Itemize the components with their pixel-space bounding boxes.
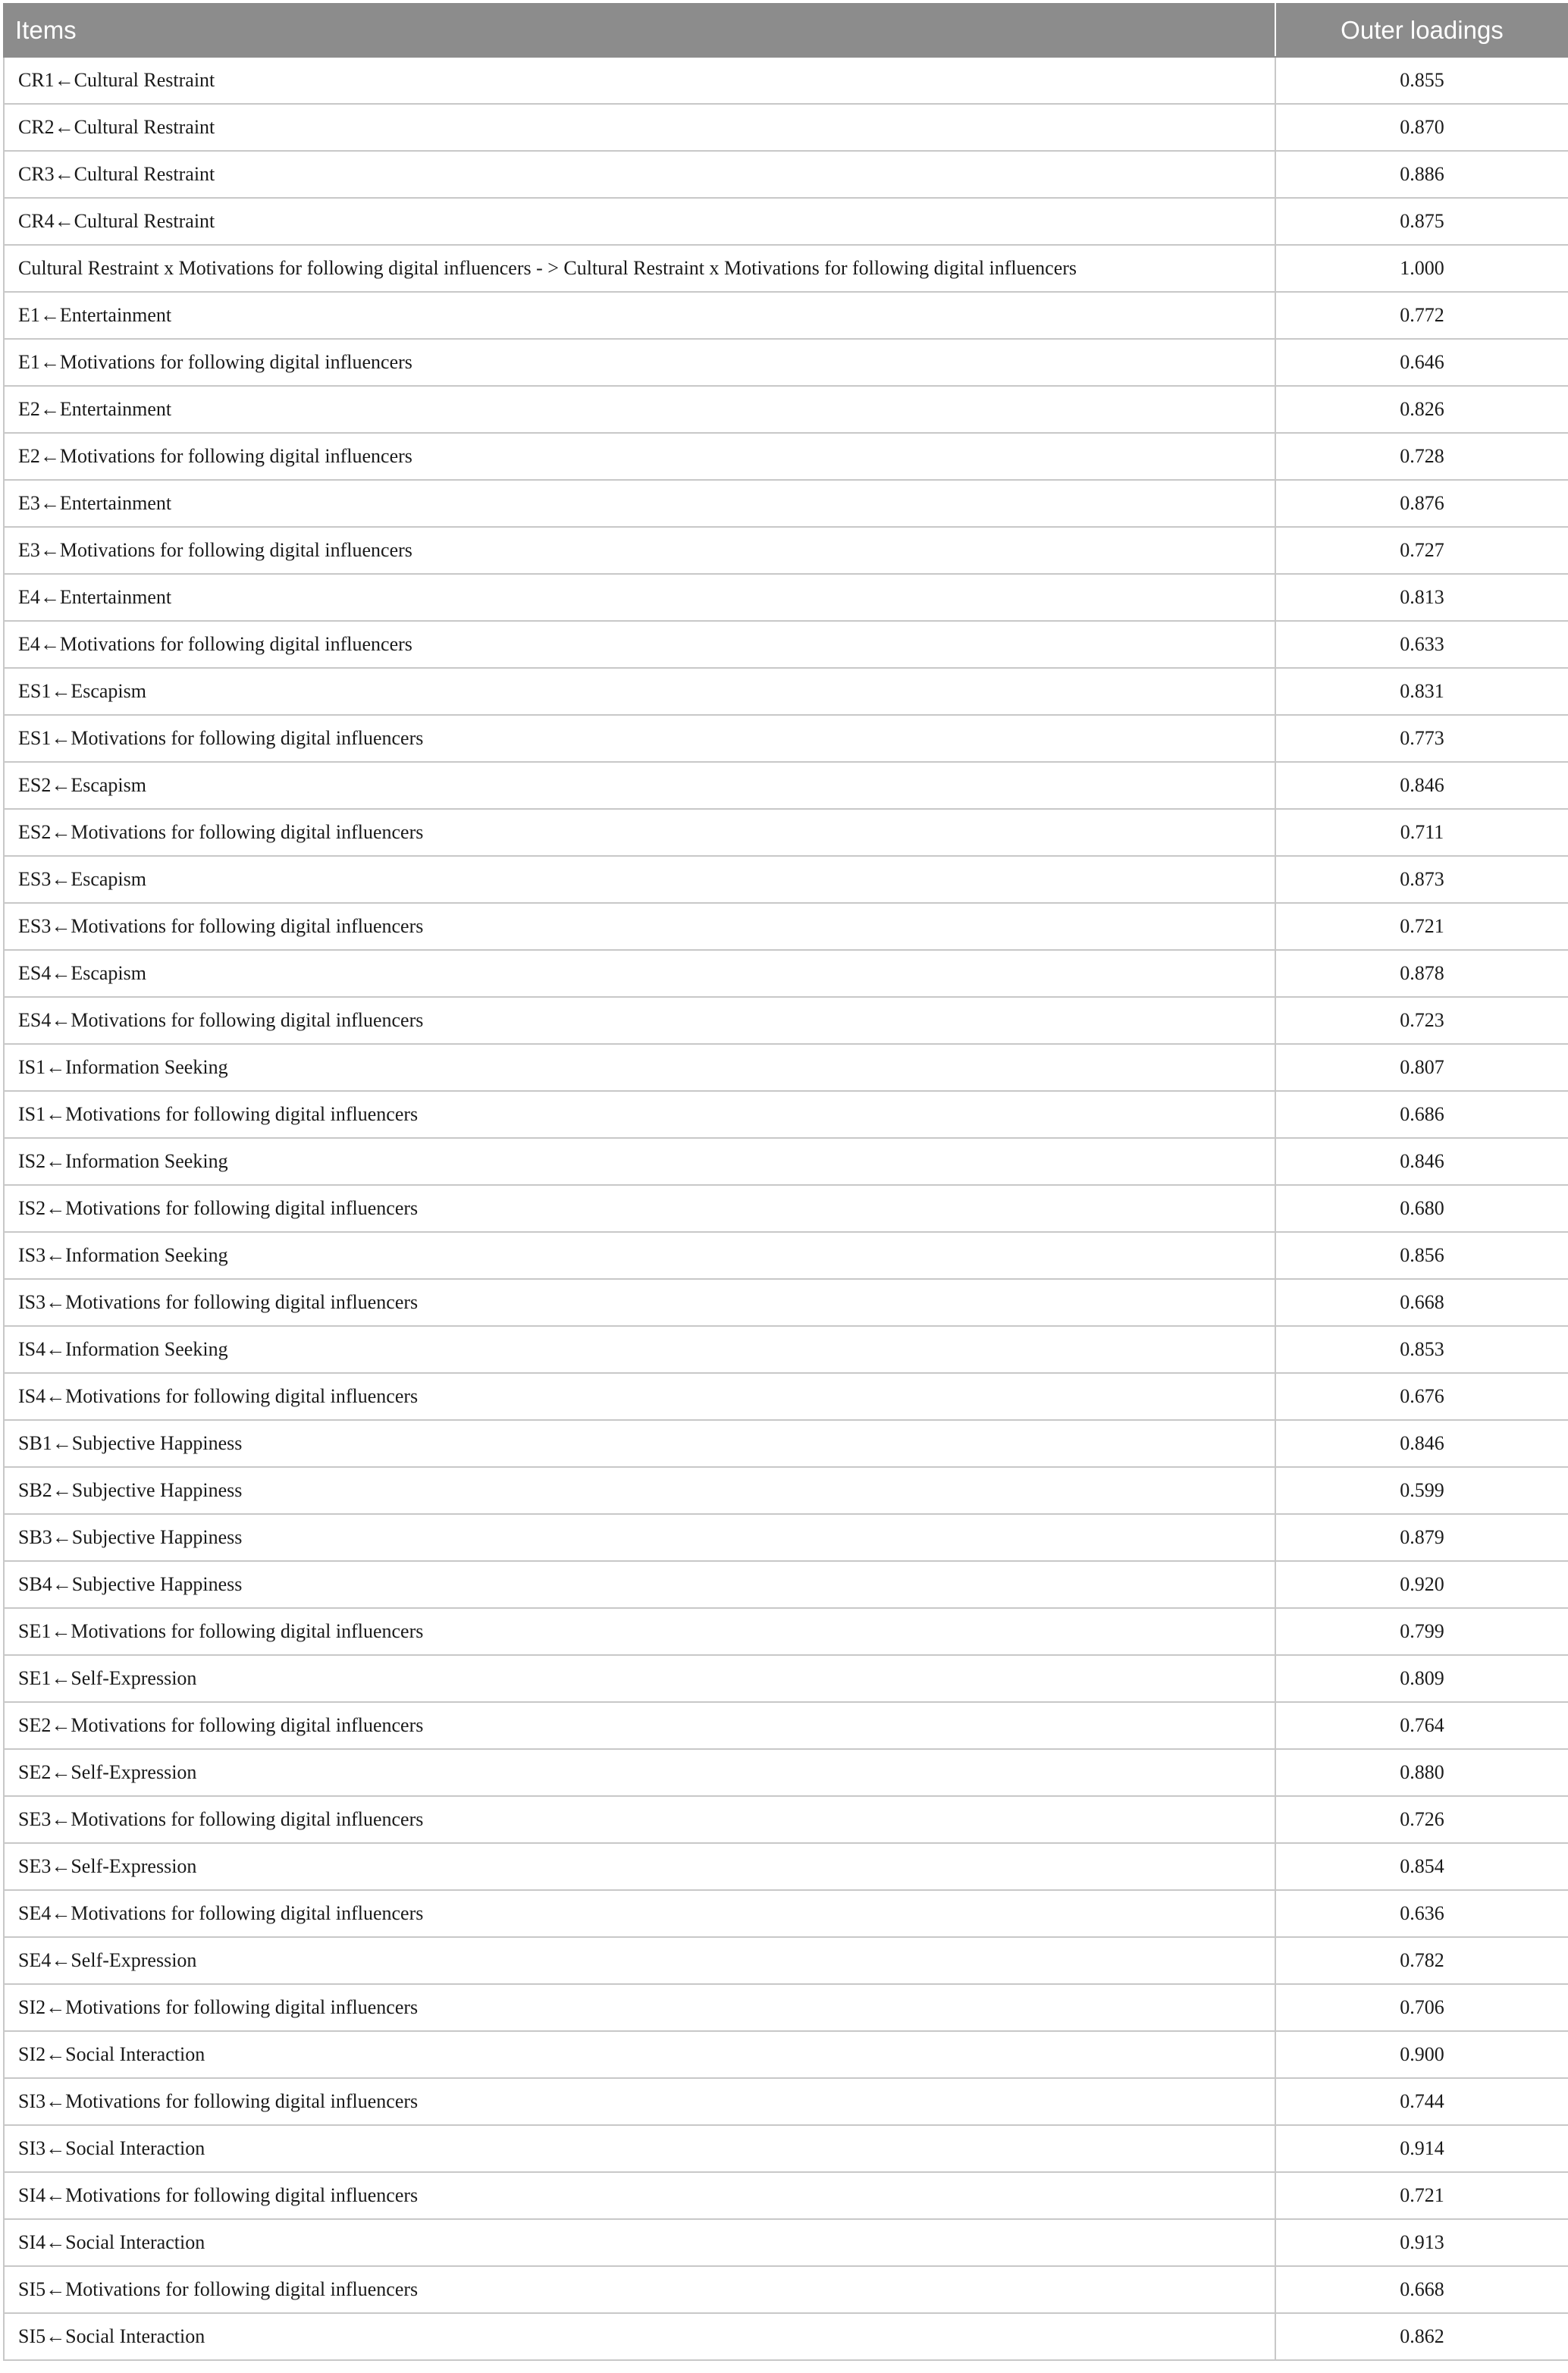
item-cell: CR4←Cultural Restraint [4, 198, 1275, 245]
table-row [4, 2219, 1568, 2266]
table-row [4, 2266, 1568, 2313]
item-cell: IS1←Information Seeking [4, 1044, 1275, 1091]
table-row [4, 1044, 1568, 1091]
item-cell: ES1←Motivations for following digital influencers [4, 715, 1275, 762]
outer-loading-cell: 0.846 [1275, 1420, 1568, 1467]
table-row [4, 151, 1568, 198]
table-row [4, 104, 1568, 151]
table-row [4, 1984, 1568, 2031]
outer-loading-cell: 0.900 [1275, 2031, 1568, 2078]
table-row [4, 386, 1568, 433]
item-cell: CR2←Cultural Restraint [4, 104, 1275, 151]
table-row [4, 1373, 1568, 1420]
table-row [4, 1796, 1568, 1843]
item-cell: IS4←Motivations for following digital influencers [4, 1373, 1275, 1420]
outer-loading-cell: 0.813 [1275, 574, 1568, 621]
item-cell: ES2←Escapism [4, 762, 1275, 809]
item-cell: SI2←Motivations for following digital influencers [4, 1984, 1275, 2031]
table-row [4, 1655, 1568, 1702]
table-row [4, 1467, 1568, 1514]
table-row [4, 2125, 1568, 2172]
item-cell: CR1←Cultural Restraint [4, 57, 1275, 104]
outer-loading-cell: 0.772 [1275, 292, 1568, 339]
outer-loading-cell: 0.807 [1275, 1044, 1568, 1091]
table-row [4, 856, 1568, 903]
outer-loading-cell: 0.723 [1275, 997, 1568, 1044]
item-cell: ES4←Motivations for following digital influencers [4, 997, 1275, 1044]
outer-loading-cell: 0.676 [1275, 1373, 1568, 1420]
item-cell: SE2←Self-Expression [4, 1749, 1275, 1796]
outer-loading-cell: 0.721 [1275, 2172, 1568, 2219]
item-cell: SI4←Motivations for following digital influencers [4, 2172, 1275, 2219]
outer-loading-cell: 0.668 [1275, 1279, 1568, 1326]
outer-loading-cell: 0.920 [1275, 1561, 1568, 1608]
outer-loading-cell: 0.773 [1275, 715, 1568, 762]
outer-loading-cell: 0.728 [1275, 433, 1568, 480]
item-cell: CR3←Cultural Restraint [4, 151, 1275, 198]
item-cell: SE4←Motivations for following digital influencers [4, 1890, 1275, 1937]
outer-loading-cell: 0.680 [1275, 1185, 1568, 1232]
table-row [4, 57, 1568, 104]
outer-loadings-table [3, 3, 1568, 2361]
outer-loading-cell: 0.914 [1275, 2125, 1568, 2172]
item-cell: E2←Entertainment [4, 386, 1275, 433]
item-cell: E3←Entertainment [4, 480, 1275, 527]
outer-loading-cell: 0.726 [1275, 1796, 1568, 1843]
table-row [4, 1185, 1568, 1232]
outer-loading-cell: 0.686 [1275, 1091, 1568, 1138]
item-cell: IS2←Motivations for following digital influencers [4, 1185, 1275, 1232]
item-cell: IS3←Motivations for following digital influencers [4, 1279, 1275, 1326]
table-row [4, 433, 1568, 480]
outer-loading-cell: 0.875 [1275, 198, 1568, 245]
item-cell: E4←Motivations for following digital influencers [4, 621, 1275, 668]
table-row [4, 1326, 1568, 1373]
table-row [4, 715, 1568, 762]
outer-loading-cell: 0.809 [1275, 1655, 1568, 1702]
table-row [4, 2313, 1568, 2360]
outer-loading-cell: 0.879 [1275, 1514, 1568, 1561]
outer-loading-cell: 0.633 [1275, 621, 1568, 668]
item-cell: SE4←Self-Expression [4, 1937, 1275, 1984]
table-row [4, 1091, 1568, 1138]
item-cell: SI5←Social Interaction [4, 2313, 1275, 2360]
table-row [4, 903, 1568, 950]
table-row [4, 1937, 1568, 1984]
table-row [4, 1843, 1568, 1890]
item-cell: IS1←Motivations for following digital influencers [4, 1091, 1275, 1138]
table-row [4, 809, 1568, 856]
item-cell: SB4←Subjective Happiness [4, 1561, 1275, 1608]
outer-loading-cell: 0.880 [1275, 1749, 1568, 1796]
outer-loading-cell: 0.668 [1275, 2266, 1568, 2313]
table-row [4, 997, 1568, 1044]
table-row [4, 2172, 1568, 2219]
table-row [4, 2078, 1568, 2125]
table-row [4, 245, 1568, 292]
item-cell: SE2←Motivations for following digital influencers [4, 1702, 1275, 1749]
outer-loading-cell: 0.711 [1275, 809, 1568, 856]
outer-loading-cell: 0.862 [1275, 2313, 1568, 2360]
item-cell: ES3←Escapism [4, 856, 1275, 903]
outer-loading-cell: 0.636 [1275, 1890, 1568, 1937]
table-row [4, 1138, 1568, 1185]
outer-loading-cell: 0.831 [1275, 668, 1568, 715]
table-row [4, 198, 1568, 245]
table-row [4, 480, 1568, 527]
outer-loading-cell: 0.826 [1275, 386, 1568, 433]
outer-loading-cell: 0.886 [1275, 151, 1568, 198]
item-cell: SI3←Motivations for following digital influencers [4, 2078, 1275, 2125]
item-cell: SE1←Self-Expression [4, 1655, 1275, 1702]
table-row [4, 762, 1568, 809]
table-row [4, 668, 1568, 715]
item-cell: SE3←Motivations for following digital influencers [4, 1796, 1275, 1843]
outer-loading-cell: 0.853 [1275, 1326, 1568, 1373]
outer-loading-cell: 0.721 [1275, 903, 1568, 950]
item-cell: SI3←Social Interaction [4, 2125, 1275, 2172]
item-cell: ES3←Motivations for following digital influencers [4, 903, 1275, 950]
item-cell: ES2←Motivations for following digital influencers [4, 809, 1275, 856]
table-row [4, 1749, 1568, 1796]
outer-loading-cell: 0.878 [1275, 950, 1568, 997]
table-header [4, 4, 1568, 57]
table-row [4, 339, 1568, 386]
item-cell: SB3←Subjective Happiness [4, 1514, 1275, 1561]
item-cell: ES1←Escapism [4, 668, 1275, 715]
item-cell: SE1←Motivations for following digital influencers [4, 1608, 1275, 1655]
outer-loading-cell: 0.854 [1275, 1843, 1568, 1890]
table-row [4, 1561, 1568, 1608]
item-cell: E1←Entertainment [4, 292, 1275, 339]
item-cell: E3←Motivations for following digital influencers [4, 527, 1275, 574]
item-cell: SB2←Subjective Happiness [4, 1467, 1275, 1514]
item-cell: IS4←Information Seeking [4, 1326, 1275, 1373]
item-cell: E1←Motivations for following digital influencers [4, 339, 1275, 386]
outer-loading-cell: 0.870 [1275, 104, 1568, 151]
item-cell: E2←Motivations for following digital influencers [4, 433, 1275, 480]
table-row [4, 527, 1568, 574]
outer-loading-cell: 0.856 [1275, 1232, 1568, 1279]
item-cell: SI5←Motivations for following digital influencers [4, 2266, 1275, 2313]
item-cell: E4←Entertainment [4, 574, 1275, 621]
outer-loading-cell: 1.000 [1275, 245, 1568, 292]
outer-loading-cell: 0.913 [1275, 2219, 1568, 2266]
header-row [4, 4, 1568, 57]
item-cell: IS3←Information Seeking [4, 1232, 1275, 1279]
table-row [4, 621, 1568, 668]
item-cell: ES4←Escapism [4, 950, 1275, 997]
table-row [4, 292, 1568, 339]
item-cell: IS2←Information Seeking [4, 1138, 1275, 1185]
item-cell: SI2←Social Interaction [4, 2031, 1275, 2078]
table-row [4, 1232, 1568, 1279]
items-column-header: Items [4, 4, 1275, 57]
table-row [4, 1608, 1568, 1655]
outer-loading-cell: 0.599 [1275, 1467, 1568, 1514]
outer-loadings-column-header: Outer loadings [1275, 4, 1568, 57]
item-cell: SE3←Self-Expression [4, 1843, 1275, 1890]
outer-loading-cell: 0.727 [1275, 527, 1568, 574]
table-row [4, 2031, 1568, 2078]
outer-loading-cell: 0.799 [1275, 1608, 1568, 1655]
table-row [4, 950, 1568, 997]
table-row [4, 1514, 1568, 1561]
item-cell: SI4←Social Interaction [4, 2219, 1275, 2266]
table-row [4, 1890, 1568, 1937]
table-row [4, 1702, 1568, 1749]
outer-loading-cell: 0.646 [1275, 339, 1568, 386]
outer-loading-cell: 0.855 [1275, 57, 1568, 104]
outer-loading-cell: 0.876 [1275, 480, 1568, 527]
item-cell: Cultural Restraint x Motivations for following digital influencers - > Cultural Restraint x Motivations for following digital influencers [4, 245, 1275, 292]
outer-loading-cell: 0.782 [1275, 1937, 1568, 1984]
outer-loading-cell: 0.706 [1275, 1984, 1568, 2031]
outer-loading-cell: 0.846 [1275, 1138, 1568, 1185]
table-row [4, 574, 1568, 621]
outer-loading-cell: 0.744 [1275, 2078, 1568, 2125]
table-body [4, 57, 1568, 2360]
outer-loading-cell: 0.873 [1275, 856, 1568, 903]
item-cell: SB1←Subjective Happiness [4, 1420, 1275, 1467]
table-row [4, 1279, 1568, 1326]
table-row [4, 1420, 1568, 1467]
outer-loading-cell: 0.764 [1275, 1702, 1568, 1749]
outer-loading-cell: 0.846 [1275, 762, 1568, 809]
